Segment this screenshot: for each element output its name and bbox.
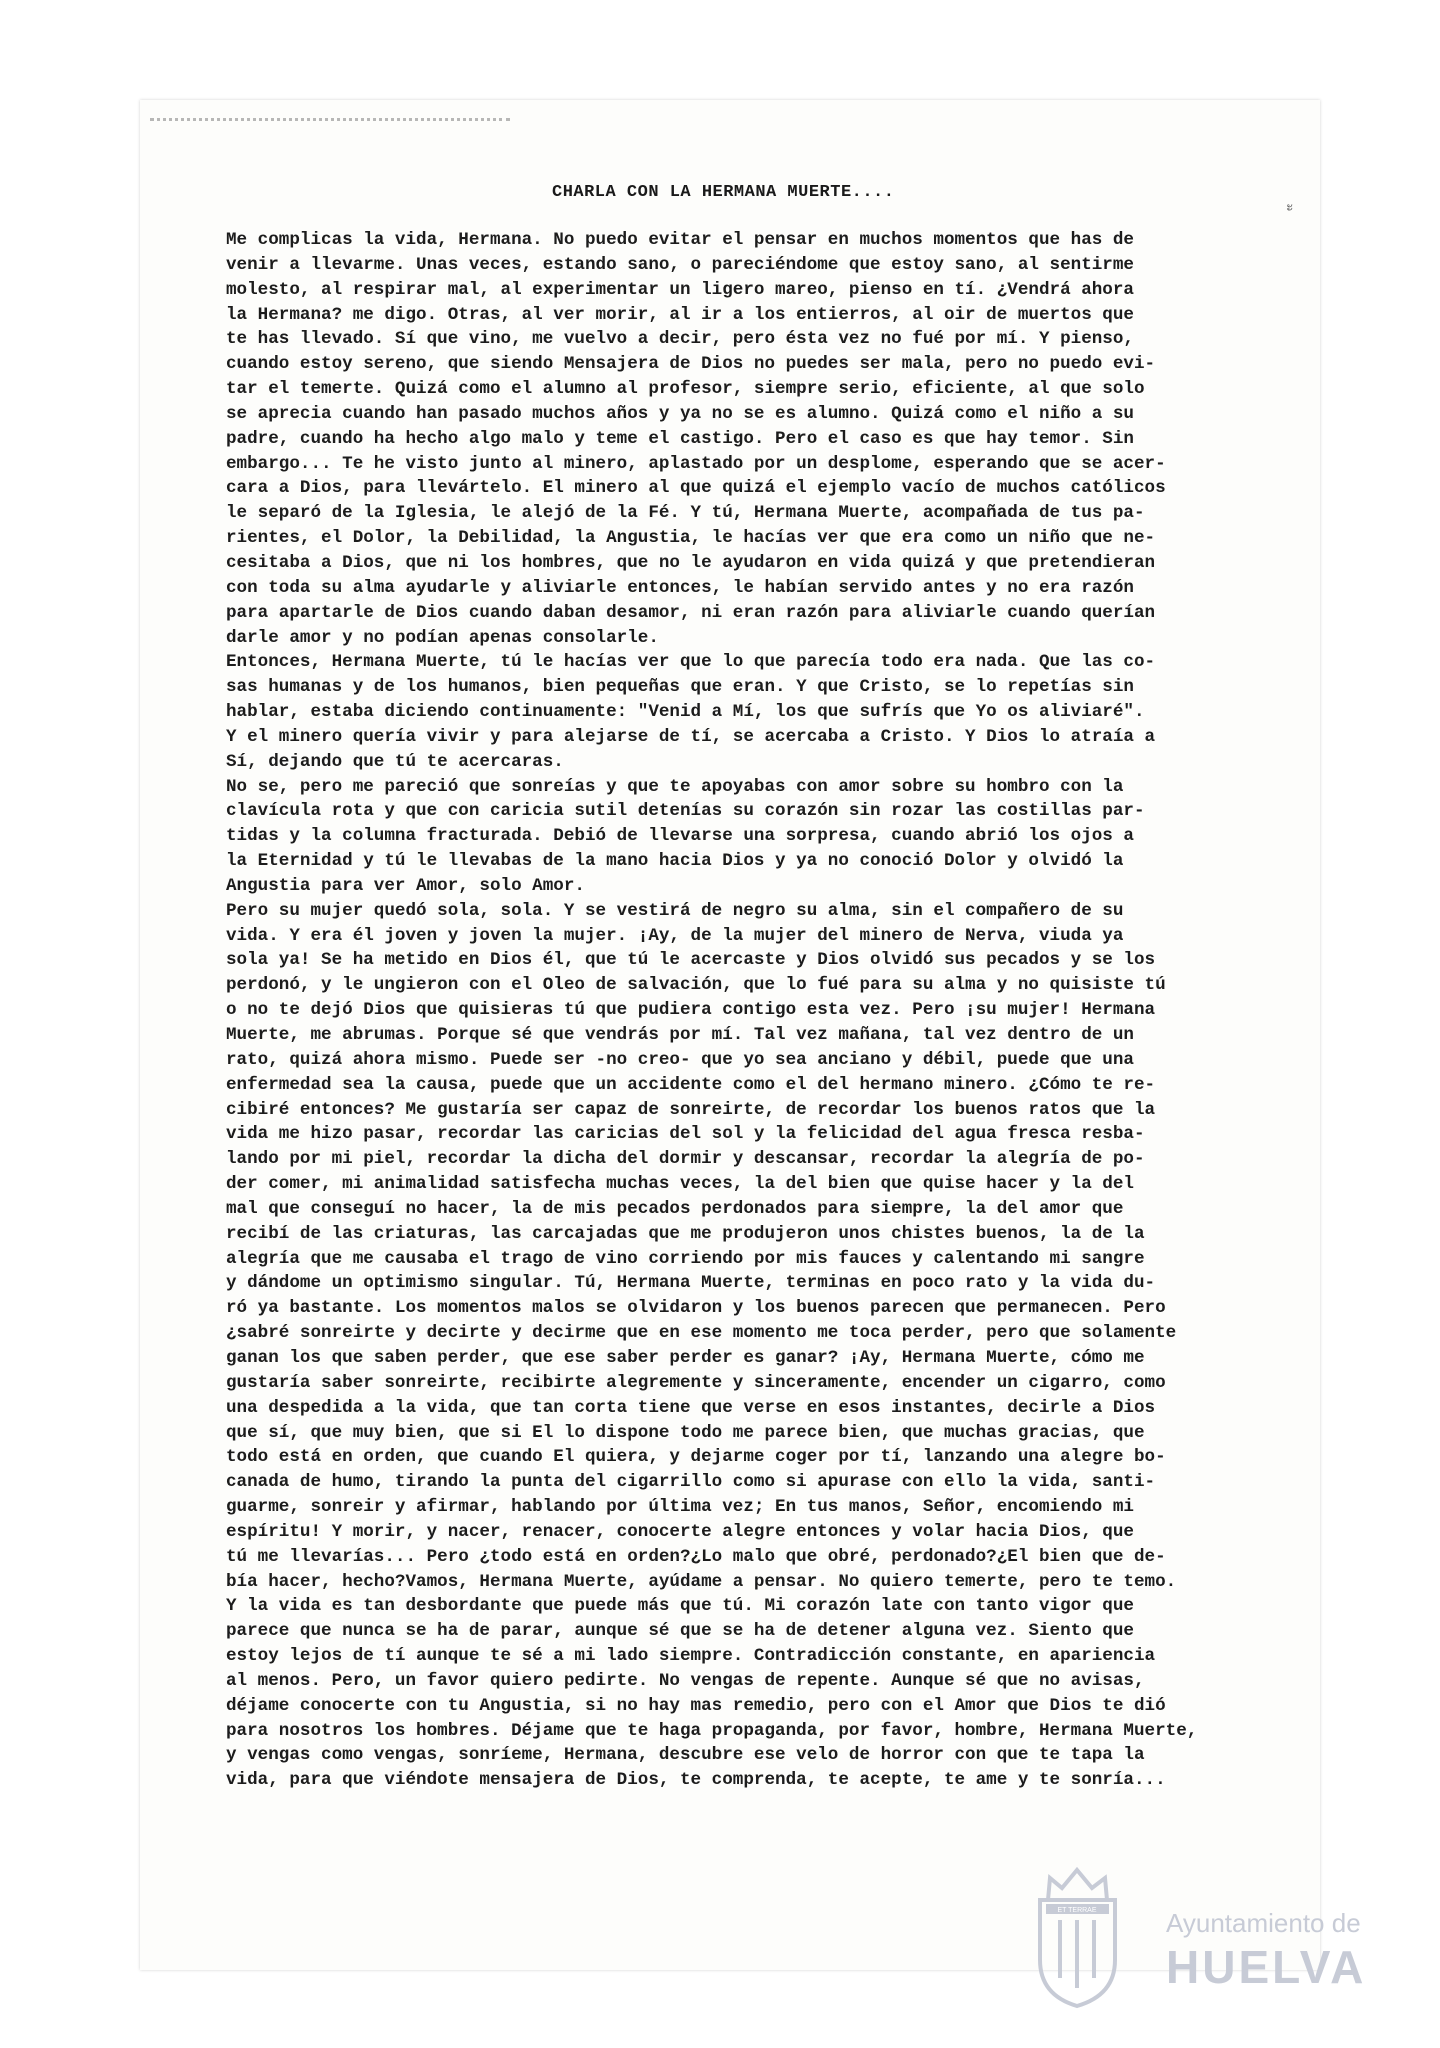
- text-line: vida, para que viéndote mensajera de Dios, te comprenda, te acepte, te ame y te sonría...: [226, 1770, 1166, 1791]
- text-line: todo está en orden, que cuando El quiera, y dejarme coger por tí, lanzando una alegre bo-: [226, 1447, 1166, 1468]
- text-line: una despedida a la vida, que tan corta tiene que verse en esos instantes, decirle a Dios: [226, 1397, 1156, 1418]
- text-line: Me complicas la vida, Hermana. No puedo evitar el pensar en muchos momentos que has de: [226, 230, 1134, 250]
- text-line: y dándome un optimismo singular. Tú, Hermana Muerte, terminas en poco rato y la vida du-: [226, 1273, 1156, 1294]
- text-line: embargo... Te he visto junto al minero, aplastado por un desplome, esperando que se acer-: [226, 453, 1166, 474]
- text-line: alegría que me causaba el trago de vino corriendo por mis fauces y calentando mi sangre: [226, 1248, 1145, 1269]
- watermark-logo: [1020, 1860, 1367, 2010]
- watermark-line1: Ayuntamiento de: [1166, 1908, 1361, 1938]
- text-line: o no te dejó Dios que quisieras tú que pudiera contigo esta vez. Pero ¡su mujer! Hermana: [226, 1000, 1156, 1021]
- text-line: recibí de las criaturas, las carcajadas que me produjeron unos chistes buenos, la de la: [226, 1223, 1145, 1244]
- text-line: Angustia para ver Amor, solo Amor.: [226, 875, 585, 896]
- text-line: y vengas como vengas, sonríeme, Hermana, descubre ese velo de horror con que te tapa la: [226, 1745, 1145, 1766]
- text-line: Muerte, me abrumas. Porque sé que vendrás por mí. Tal vez mañana, tal vez dentro de un: [226, 1025, 1134, 1045]
- text-line: clavícula rota y que con caricia sutil detenías su corazón sin rozar las costillas par-: [226, 801, 1145, 822]
- text-line: tidas y la columna fracturada. Debió de llevarse una sorpresa, cuando abrió los ojos a: [226, 826, 1134, 847]
- text-line: que sí, que muy bien, que si El lo dispone todo me parece bien, que muchas gracias, que: [226, 1422, 1145, 1443]
- text-line: estoy lejos de tí aunque te sé a mi lado siempre. Contradicción constante, en apariencia: [226, 1646, 1156, 1667]
- text-line: Pero su mujer quedó sola, sola. Y se vestirá de negro su alma, sin el compañero de su: [226, 900, 1124, 921]
- text-line: Entonces, Hermana Muerte, tú le hacías ver que lo que parecía todo era nada. Que las co-: [226, 652, 1156, 673]
- text-line: ró ya bastante. Los momentos malos se olvidaron y los buenos parecen que permanecen. Pero: [226, 1298, 1166, 1319]
- text-line: tú me llevarías... Pero ¿todo está en orden?¿Lo malo que obré, perdonado?¿El bien que de-: [226, 1546, 1166, 1567]
- text-line: mal que conseguí no hacer, la de mis pecados perdonados para siempre, la del amor que: [226, 1198, 1124, 1219]
- watermark-line2: HUELVA: [1166, 1941, 1367, 1993]
- text-line: rato, quizá ahora mismo. Puede ser -no creo- que yo sea anciano y débil, puede que una: [226, 1049, 1134, 1070]
- text-line: la Eternidad y tú le llevabas de la mano hacia Dios y ya no conoció Dolor y olvidó la: [226, 851, 1124, 872]
- text-line: molesto, al respirar mal, al experimentar un ligero mareo, pienso en tí. ¿Vendrá ahora: [226, 279, 1134, 300]
- shield-motto: ET TERRAE: [1057, 1907, 1097, 1914]
- document-title: CHARLA CON LA HERMANA MUERTE....: [552, 183, 895, 202]
- text-line: Y el minero quería vivir y para alejarse de tí, se acercaba a Cristo. Y Dios lo atraía a: [226, 726, 1156, 747]
- text-line: tar el temerte. Quizá como el alumno al profesor, siempre serio, eficiente, al que solo: [226, 379, 1145, 400]
- document-body: [226, 228, 1316, 1793]
- text-line: lando por mi piel, recordar la dicha del dormir y descansar, recordar la alegría de po-: [226, 1149, 1145, 1170]
- text-line: Y la vida es tan desbordante que puede más que tú. Mi corazón late con tanto vigor que: [226, 1596, 1134, 1617]
- typewriter-dots: [150, 118, 510, 141]
- text-line: rientes, el Dolor, la Debilidad, la Angustia, le hacías ver que era como un niño que ne-: [226, 528, 1156, 549]
- text-line: perdonó, y le ungieron con el Oleo de salvación, que lo fué para su alma y no quisiste tú: [226, 975, 1166, 996]
- text-line: vida. Y era él joven y joven la mujer. ¡Ay, de la mujer del minero de Nerva, viuda ya: [226, 925, 1124, 946]
- text-line: cesitaba a Dios, que ni los hombres, que no le ayudaron en vida quizá y que pretendieran: [226, 552, 1156, 573]
- text-line: enfermedad sea la causa, puede que un accidente como el del hermano minero. ¿Cómo te re-: [226, 1074, 1156, 1095]
- text-line: No se, pero me pareció que sonreías y que te apoyabas con amor sobre su hombro con la: [226, 776, 1124, 797]
- text-line: le separó de la Iglesia, le alejó de la Fé. Y tú, Hermana Muerte, acompañada de tus pa-: [226, 503, 1145, 524]
- text-line: sola ya! Se ha metido en Dios él, que tú le acercaste y Dios olvidó sus pecados y se los: [226, 950, 1156, 971]
- text-line: cuando estoy sereno, que siendo Mensajera de Dios no puedes ser mala, pero no puedo evi-: [226, 354, 1156, 375]
- text-line: al menos. Pero, un favor quiero pedirte. No vengas de repente. Aunque sé que no avisas,: [226, 1670, 1145, 1691]
- text-line: ¿sabré sonreirte y decirte y decirme que en ese momento me toca perder, pero que solamente: [226, 1323, 1177, 1344]
- text-line: bía hacer, hecho?Vamos, Hermana Muerte, ayúdame a pensar. No quiero temerte, pero te temo.: [226, 1571, 1177, 1592]
- text-line: la Hermana? me digo. Otras, al ver morir, al ir a los entierros, al oir de muertos que: [226, 304, 1134, 325]
- text-line: para nosotros los hombres. Déjame que te haga propaganda, por favor, hombre, Hermana Muerte,: [226, 1720, 1198, 1741]
- text-line: cara a Dios, para llevártelo. El minero al que quizá el ejemplo vacío de muchos católicos: [226, 478, 1166, 499]
- text-line: vida me hizo pasar, recordar las caricias del sol y la felicidad del agua fresca resba-: [226, 1124, 1145, 1145]
- text-line: sas humanas y de los humanos, bien pequeñas que eran. Y que Cristo, se lo repetías sin: [226, 677, 1134, 698]
- text-line: guarme, sonreir y afirmar, hablando por última vez; En tus manos, Señor, encomiendo mi: [226, 1497, 1134, 1518]
- text-line: ganan los que saben perder, que ese saber perder es ganar? ¡Ay, Hermana Muerte, cómo me: [226, 1347, 1145, 1368]
- corner-mark: ะ: [1286, 200, 1294, 216]
- text-line: te has llevado. Sí que vino, me vuelvo a decir, pero ésta vez no fué por mí. Y pienso,: [226, 329, 1134, 350]
- text-line: der comer, mi animalidad satisfecha muchas veces, la del bien que quise hacer y la del: [226, 1174, 1134, 1195]
- text-line: espíritu! Y morir, y nacer, renacer, conocerte alegre entonces y volar hacia Dios, que: [226, 1521, 1134, 1542]
- text-line: venir a llevarme. Unas veces, estando sano, o pareciéndome que estoy sano, al sentirme: [226, 254, 1134, 275]
- text-line: con toda su alma ayudarle y aliviarle entonces, le habían servido antes y no era razón: [226, 577, 1134, 598]
- text-line: parece que nunca se ha de parar, aunque sé que se ha de detener alguna vez. Siento que: [226, 1621, 1134, 1642]
- text-line: darle amor y no podían apenas consolarle.: [226, 627, 659, 648]
- text-line: gustaría saber sonreirte, recibirte alegremente y sinceramente, encender un cigarro, como: [226, 1372, 1166, 1393]
- text-line: para apartarle de Dios cuando daban desamor, ni eran razón para aliviarle cuando querían: [226, 602, 1156, 623]
- text-line: padre, cuando ha hecho algo malo y teme el castigo. Pero el caso es que hay temor. Sin: [226, 428, 1134, 449]
- text-line: Sí, dejando que tú te acercaras.: [226, 751, 564, 772]
- text-line: canada de humo, tirando la punta del cigarrillo como si apurase con ello la vida, santi-: [226, 1472, 1156, 1493]
- text-line: déjame conocerte con tu Angustia, si no hay mas remedio, pero con el Amor que Dios te dió: [226, 1695, 1166, 1716]
- text-line: hablar, estaba diciendo continuamente: "Venid a Mí, los que sufrís que Yo os aliviaré".: [226, 702, 1145, 723]
- text-line: se aprecia cuando han pasado muchos años y ya no se es alumno. Quizá como el niño a su: [226, 403, 1134, 424]
- shield-icon: [1020, 1860, 1135, 2010]
- text-line: cibiré entonces? Me gustaría ser capaz de sonreirte, de recordar los buenos ratos que la: [226, 1099, 1156, 1120]
